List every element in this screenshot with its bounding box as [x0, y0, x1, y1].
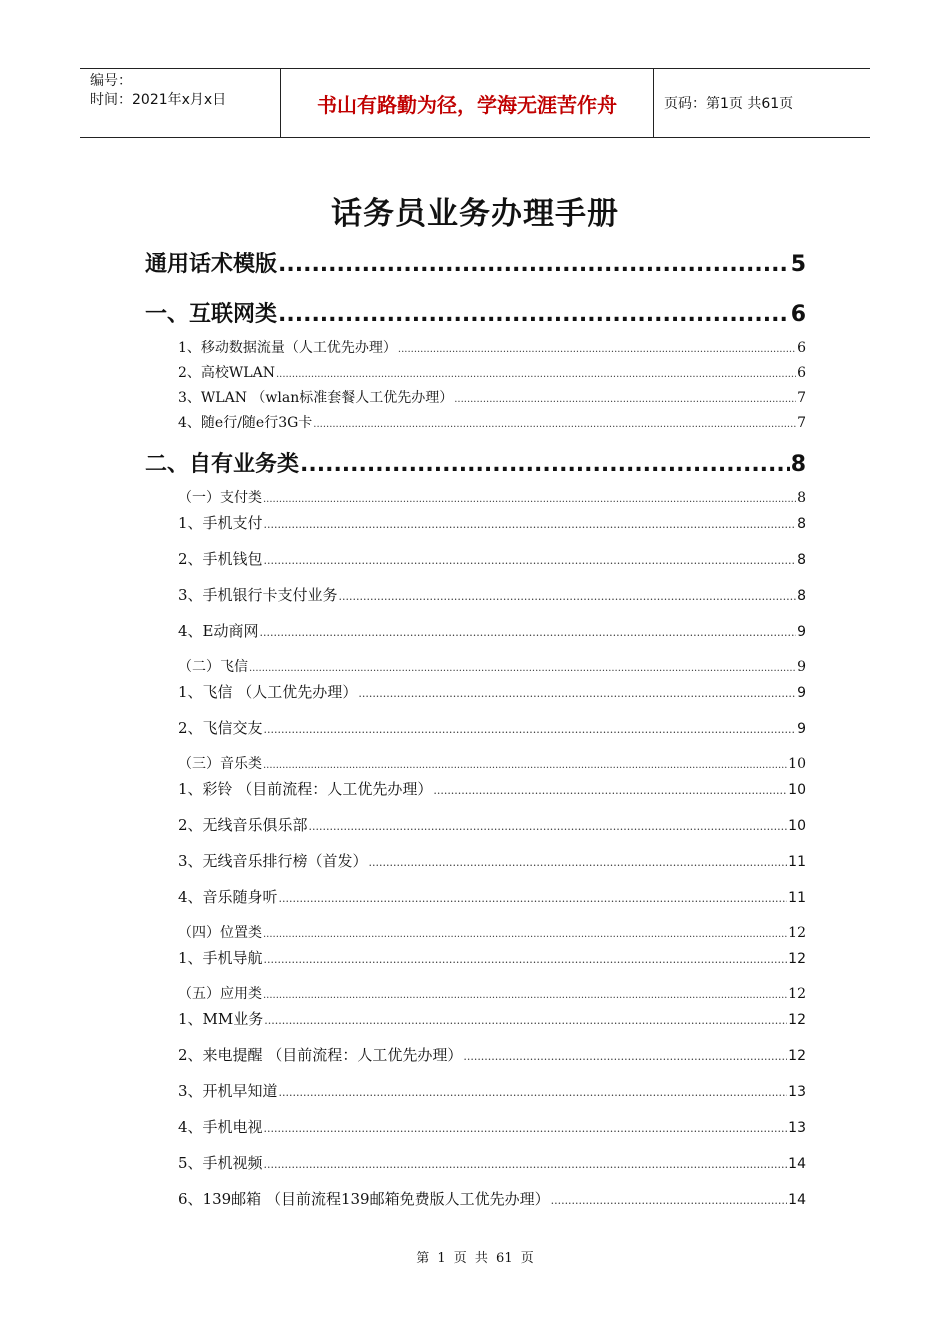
toc-entry-page: 8 [797, 552, 806, 568]
toc-entry[interactable] [178, 620, 806, 641]
toc-entry-page: 6 [797, 365, 806, 381]
toc-entry[interactable] [178, 1080, 806, 1101]
header-meta [80, 69, 281, 137]
toc-entry-page: 13 [788, 1120, 806, 1136]
toc-entry-label: 二、自有业务类 [145, 452, 300, 477]
toc-entry-page: 10 [788, 818, 806, 834]
toc-entry-label: 4、手机电视 [178, 1118, 263, 1136]
toc-entry-label: 2、无线音乐俱乐部 [178, 816, 308, 834]
toc-leader-dots [278, 252, 790, 277]
toc-leader-dots [264, 1014, 787, 1027]
toc-entry[interactable] [178, 814, 806, 835]
toc-entry-page: 9 [797, 685, 806, 701]
toc-entry-page: 14 [788, 1156, 806, 1172]
toc-leader-dots [264, 518, 797, 531]
toc-entry-label: 3、WLAN （wlan标准套餐人工优先办理） [178, 390, 454, 406]
toc-entry-label: 1、彩铃 （目前流程：人工优先办理） [178, 780, 433, 798]
toc-entry-page: 6 [790, 302, 806, 327]
toc-leader-dots [300, 452, 790, 477]
toc-entry[interactable] [178, 512, 806, 533]
toc-entry-page: 8 [797, 588, 806, 604]
toc-entry-label: 3、无线音乐排行榜（首发） [178, 852, 368, 870]
toc-entry-label: 5、手机视频 [178, 1154, 263, 1172]
toc-entry[interactable] [178, 681, 806, 702]
toc-leader-dots [279, 1086, 788, 1099]
toc-entry-label: 一、互联网类 [145, 302, 278, 327]
toc-leader-dots [276, 369, 796, 380]
toc-entry[interactable] [178, 548, 806, 569]
toc-entry-page: 12 [788, 951, 806, 967]
toc-leader-dots [260, 626, 797, 639]
document-title: 话务员业务办理手册 [331, 196, 619, 232]
toc-entry[interactable] [178, 1044, 806, 1065]
header-page-info: 页码：第1页 共61页 [664, 96, 794, 112]
toc-chapter-entry[interactable] [145, 297, 806, 328]
toc-leader-dots [339, 590, 797, 603]
toc-leader-dots [264, 1158, 788, 1171]
toc-entry-page: 10 [788, 756, 806, 772]
toc-entry-label: （三）音乐类 [178, 756, 262, 772]
toc-entry-page: 13 [788, 1084, 806, 1100]
toc-entry-label: 4、音乐随身听 [178, 888, 278, 906]
toc-entry[interactable] [178, 1008, 806, 1029]
toc-leader-dots [358, 687, 796, 700]
toc-leader-dots [398, 344, 796, 355]
toc-entry-page: 12 [788, 986, 806, 1002]
toc-leader-dots [463, 1050, 787, 1063]
toc-chapter-entry[interactable] [145, 247, 806, 278]
toc-entry[interactable] [178, 717, 806, 738]
toc-entry[interactable] [178, 487, 806, 507]
page-header [80, 68, 870, 138]
toc-entry[interactable] [178, 337, 806, 357]
toc-entry-page: 9 [797, 721, 806, 737]
toc-entry[interactable] [178, 850, 806, 871]
toc-entry[interactable] [178, 753, 806, 773]
toc-entry-page: 5 [790, 252, 806, 277]
toc-entry-label: （五）应用类 [178, 986, 262, 1002]
toc-entry-page: 11 [788, 854, 806, 870]
toc-leader-dots [263, 929, 787, 940]
toc-leader-dots [551, 1194, 788, 1207]
toc-entry-page: 14 [788, 1192, 806, 1208]
toc-entry-page: 7 [797, 390, 806, 406]
toc-entry-label: （四）位置类 [178, 925, 262, 941]
header-number: 编号： [90, 73, 132, 89]
toc-leader-dots [264, 953, 788, 966]
toc-leader-dots [249, 663, 796, 674]
toc-entry[interactable] [178, 922, 806, 942]
header-motto: 书山有路勤为径，学海无涯苦作舟 [281, 69, 654, 137]
toc-entry-page: 7 [797, 415, 806, 431]
toc-entry-label: 2、飞信交友 [178, 719, 263, 737]
toc-entry-page: 9 [797, 624, 806, 640]
toc-entry[interactable] [178, 1152, 806, 1173]
toc-entry-page: 8 [797, 516, 806, 532]
toc-entry[interactable] [178, 886, 806, 907]
toc-entry-label: （二）飞信 [178, 659, 248, 675]
toc-entry-page: 8 [797, 490, 806, 506]
toc-entry[interactable] [178, 584, 806, 605]
toc-entry[interactable] [178, 1188, 806, 1209]
toc-leader-dots [454, 394, 796, 405]
toc-entry-label: 通用话术模版 [145, 252, 278, 277]
toc-entry[interactable] [178, 983, 806, 1003]
toc-leader-dots [264, 1122, 788, 1135]
toc-leader-dots [309, 820, 788, 833]
header-time: 时间：2021年x月x日 [90, 92, 227, 108]
toc-entry-label: 3、开机早知道 [178, 1082, 278, 1100]
toc-entry-label: 4、E动商网 [178, 622, 259, 640]
toc-entry-page: 6 [797, 340, 806, 356]
toc-entry-page: 10 [788, 782, 806, 798]
toc-entry[interactable] [178, 656, 806, 676]
toc-entry-label: 1、手机导航 [178, 949, 263, 967]
toc-entry-page: 12 [788, 925, 806, 941]
toc-entry-label: 1、手机支付 [178, 514, 263, 532]
toc-leader-dots [263, 494, 796, 505]
toc-leader-dots [264, 723, 797, 736]
toc-entry-page: 8 [790, 452, 806, 477]
toc-leader-dots [263, 990, 787, 1001]
toc-entry-page: 12 [788, 1012, 806, 1028]
toc-leader-dots [279, 892, 788, 905]
toc-leader-dots [433, 784, 787, 797]
toc-leader-dots [369, 856, 788, 869]
toc-entry-page: 9 [797, 659, 806, 675]
toc-chapter-entry[interactable] [145, 447, 806, 478]
toc-entry-page: 12 [788, 1048, 806, 1064]
toc-entry-label: 6、139邮箱 （目前流程139邮箱免费版人工优先办理） [178, 1190, 550, 1208]
toc-entry-label: 1、MM业务 [178, 1010, 264, 1028]
toc-entry[interactable] [178, 412, 806, 432]
toc-entry-label: 2、手机钱包 [178, 550, 263, 568]
toc-leader-dots [313, 419, 796, 430]
toc-entry[interactable] [178, 362, 806, 382]
page-footer: 第 1 页 共 61 页 [416, 1251, 534, 1266]
toc-entry-label: 4、随e行/随e行3G卡 [178, 415, 313, 431]
toc-entry-label: 3、手机银行卡支付业务 [178, 586, 338, 604]
toc-entry[interactable] [178, 1116, 806, 1137]
toc-leader-dots [278, 302, 790, 327]
toc-leader-dots [264, 554, 797, 567]
toc-entry-label: 2、高校WLAN [178, 365, 275, 381]
toc-leader-dots [263, 760, 787, 771]
toc-entry-label: 1、移动数据流量（人工优先办理） [178, 340, 397, 356]
toc-entry[interactable] [178, 778, 806, 799]
toc-entry-label: （一）支付类 [178, 490, 262, 506]
toc-entry-label: 1、飞信 （人工优先办理） [178, 683, 358, 701]
toc-entry[interactable] [178, 387, 806, 407]
toc-entry-label: 2、来电提醒 （目前流程：人工优先办理） [178, 1046, 463, 1064]
toc-entry-page: 11 [788, 890, 806, 906]
toc-entry[interactable] [178, 947, 806, 968]
